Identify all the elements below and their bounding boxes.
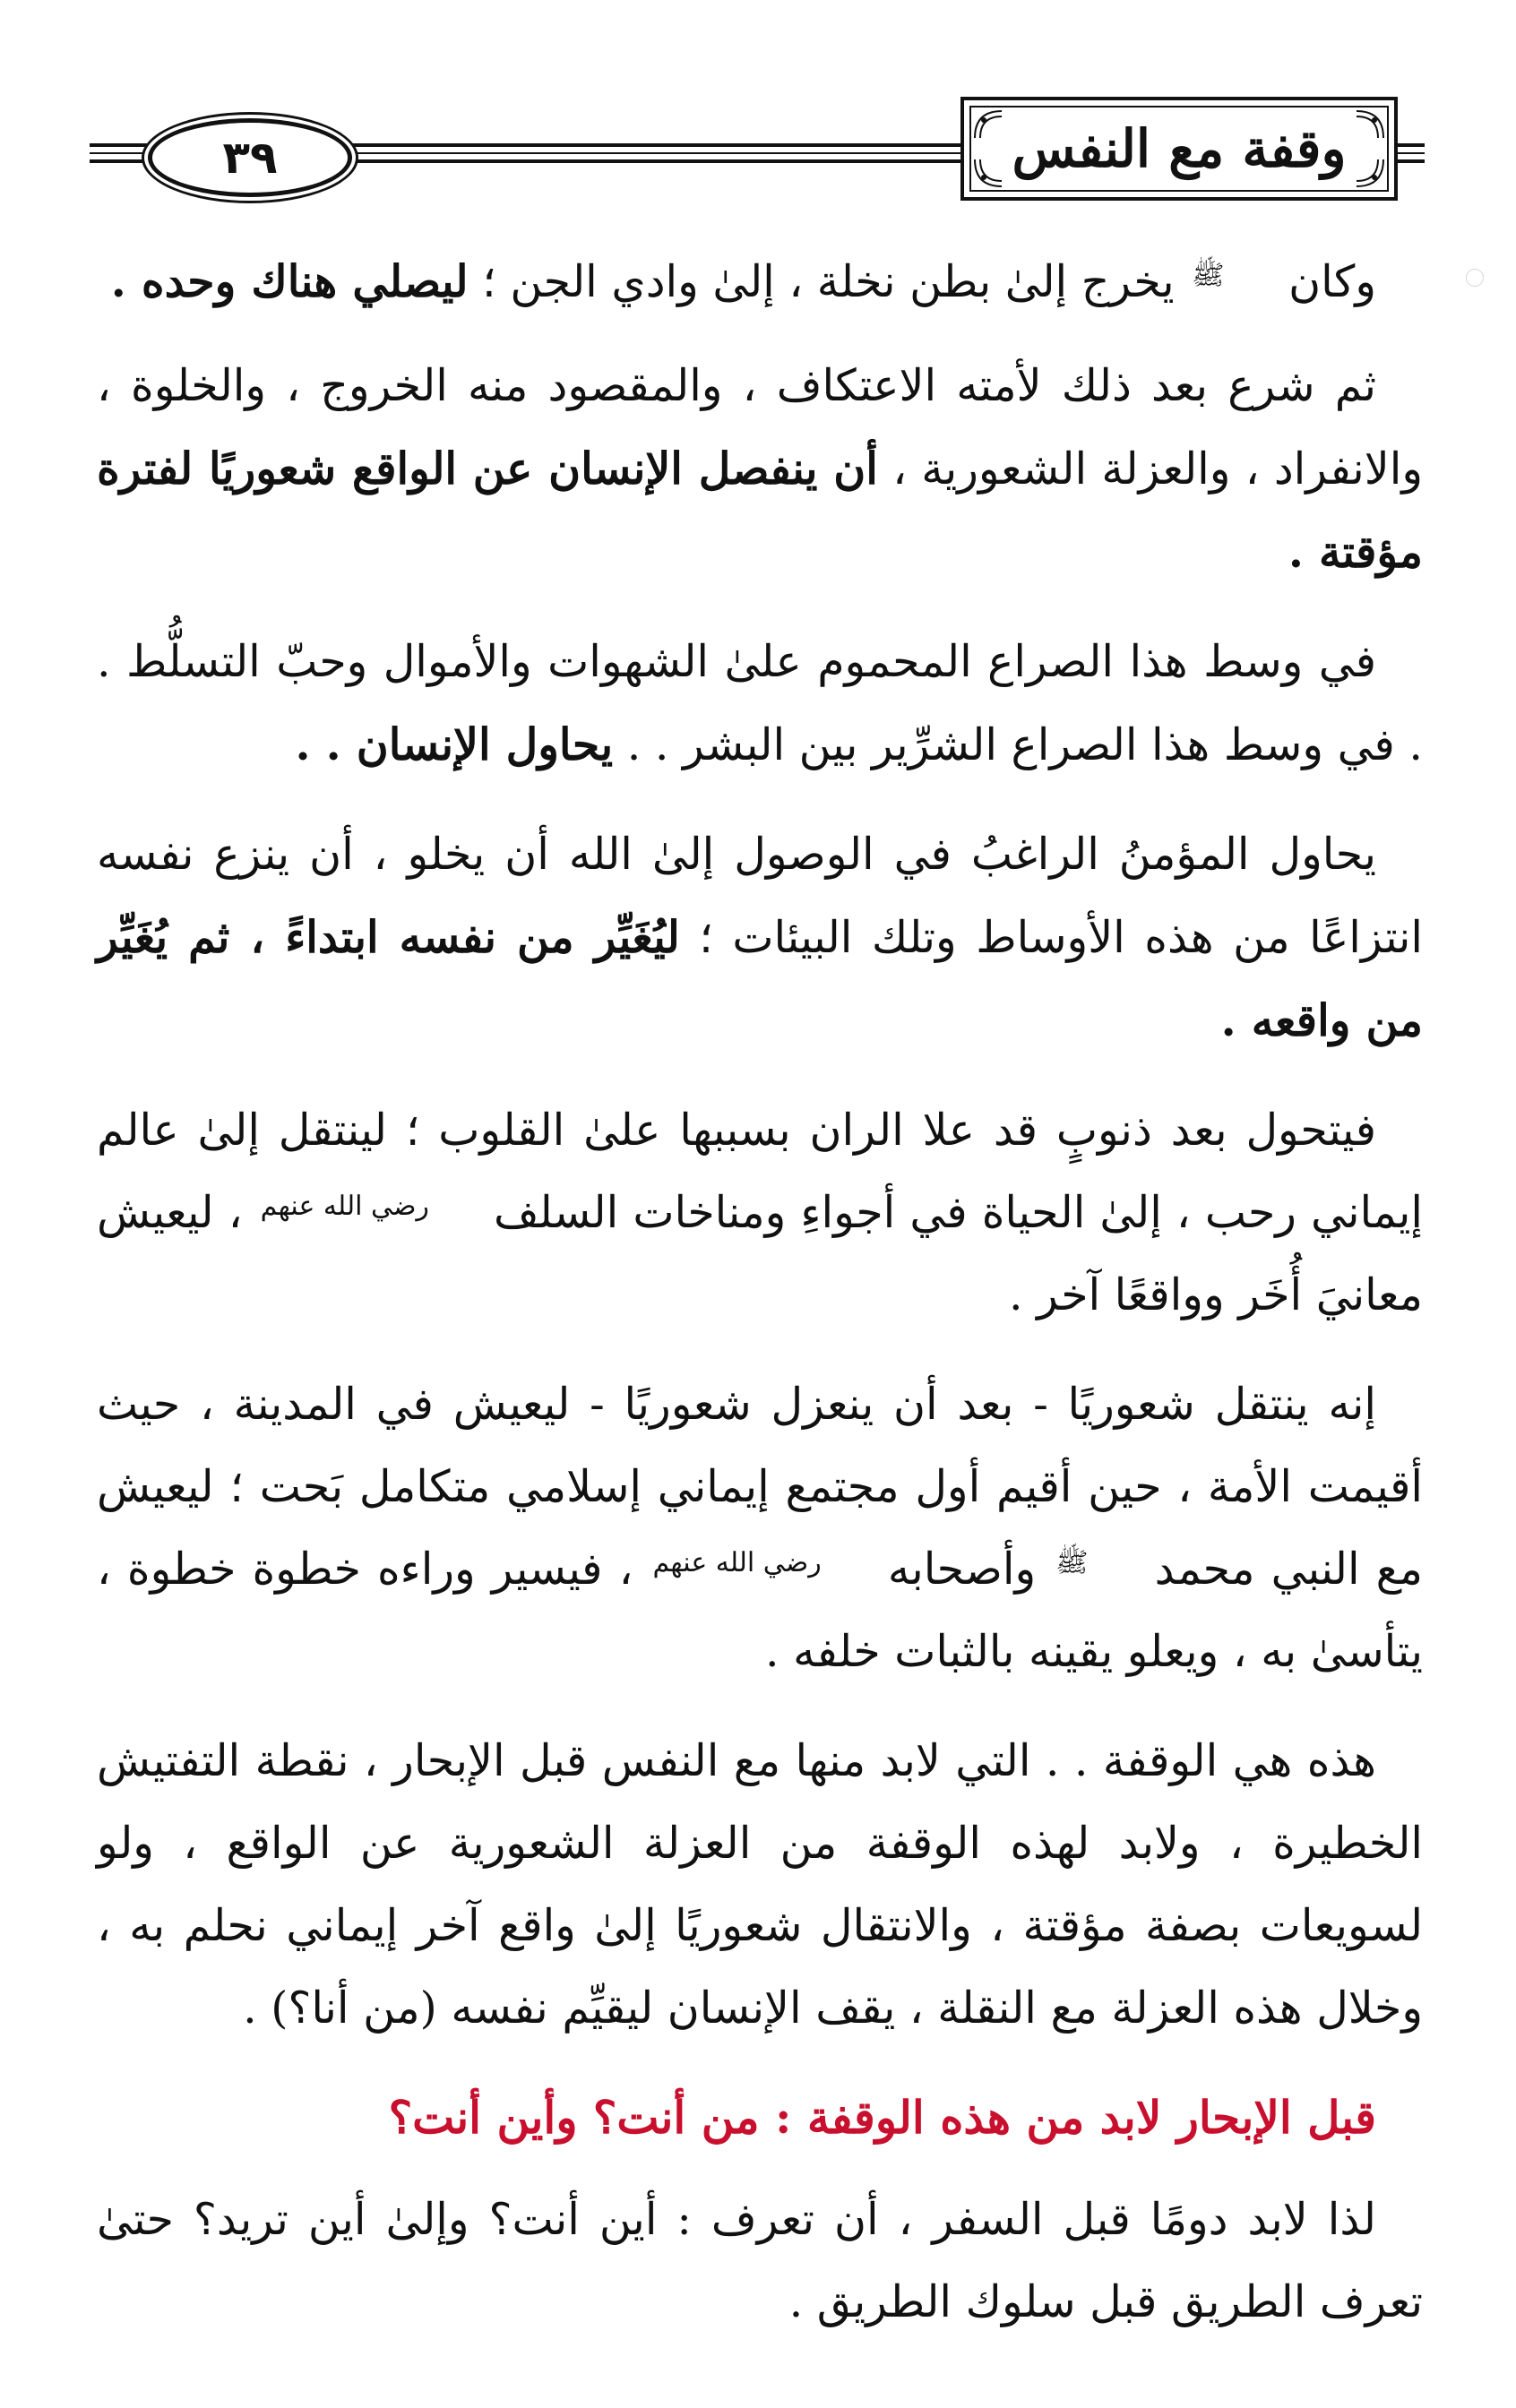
body-paragraph xyxy=(97,1089,1423,1337)
paragraph-text: يخرج إلىٰ بطن نخلة ، إلىٰ وادي الجن ؛ xyxy=(468,256,1189,307)
paragraph-text: يحاول المؤمنُ الراغبُ في الوصول إلىٰ الله أن يخلو ، أن ينزع نفسه انتزاعًا من هذه الأوساط وتلك البيئات ؛ xyxy=(97,829,1423,963)
paragraph-text: فيتحول بعد ذنوبٍ قد علا الران بسببها علىٰ القلوب ؛ لينتقل إلىٰ عالم إيماني رحب ، إلىٰ الحياة في أجواءِ ومناخات السلف xyxy=(97,1105,1423,1238)
paragraph-text: ثم شرع بعد ذلك لأمته الاعتكاف ، والمقصود منه الخروج ، والخلوة ، والانفراد ، والعزلة الشعورية ، xyxy=(97,360,1423,494)
margin-mark xyxy=(1466,269,1484,287)
honorific-glyph: رضي الله عنهم xyxy=(652,1547,822,1578)
section-heading: قبل الإبحار لابد من هذه الوقفة : من أنت؟ وأين أنت؟ xyxy=(388,2091,1376,2144)
body-paragraph xyxy=(97,240,1423,323)
ornament-corner-icon xyxy=(973,158,1003,188)
paragraph-text: ، فيسير وراءه خطوة خطوة ، يتأسىٰ به ، ويعلو يقينه بالثبات خلفه . xyxy=(97,1544,1423,1677)
body-paragraph xyxy=(97,1720,1423,2050)
honorific-glyph: ﷺ xyxy=(1055,1547,1089,1578)
ornament-corner-icon xyxy=(1355,109,1385,140)
ornament-corner-icon xyxy=(1355,158,1385,188)
emphasized-text: ليصلي هناك وحده . xyxy=(110,255,469,307)
ornament-corner-icon xyxy=(973,109,1003,140)
emphasized-text: يحاول الإنسان . . xyxy=(295,718,614,770)
body-paragraph xyxy=(97,1363,1423,1693)
body-paragraph xyxy=(97,813,1423,1062)
paragraph-text: هذه هي الوقفة . . التي لابد منها مع النفس قبل الإبحار ، نقطة التفتيش الخطيرة ، ولابد لهذه الوقفة من العزلة الشعورية عن الواقع ، ولو لسويعات بصفة مؤقتة ، والانتقال شعوريًا إلىٰ واقع آخر إيماني نحلم به ، وخلال هذه العزلة مع النقلة ، يقف الإنسان ليقيِّم نفسه (من أنا؟) . xyxy=(97,1735,1423,2034)
body-paragraph xyxy=(97,621,1423,787)
paragraph-text: في وسط هذا الصراع المحموم علىٰ الشهوات والأموال وحبّ التسلُّط . . في وسط هذا الصراع الشرِّير بين البشر . . xyxy=(97,636,1423,770)
emphasized-text: ليُغَيِّر من نفسه ابتداءً ، ثم يُغَيِّر من واقعه . xyxy=(97,911,1423,1046)
honorific-glyph: رضي الله عنهم xyxy=(260,1191,429,1222)
paragraphs xyxy=(97,240,1423,2050)
running-title-box xyxy=(960,97,1398,201)
paragraph-text: إنه ينتقل شعوريًا - بعد أن ينعزل شعوريًا - ليعيش في المدينة ، حيث أقيمت الأمة ، حين أقيم أول مجتمع إيماني إسلامي متكامل بَحت ؛ ليعيش مع النبي محمد xyxy=(97,1379,1423,1595)
honorific-glyph: ﷺ xyxy=(1192,260,1225,291)
body-paragraph xyxy=(97,345,1423,594)
paragraph-text: وأصحابه xyxy=(871,1544,1053,1595)
paragraph-text: ، ليعيش معانيَ أُخَر وواقعًا آخر . xyxy=(97,1187,1423,1320)
closing-paragraph: لذا لابد دومًا قبل السفر ، أن تعرف : أين أنت؟ وإلىٰ أين تريد؟ حتىٰ تعرف الطريق قبل سلوك الطريق . xyxy=(97,2194,1423,2327)
paragraph-text: وكان xyxy=(1274,256,1376,307)
emphasized-text: أن ينفصل الإنسان عن الواقع شعوريًا لفترة مؤقتة . xyxy=(97,443,1423,578)
page-content xyxy=(97,240,1423,2370)
page-header xyxy=(90,97,1425,204)
page-number-oval xyxy=(148,118,352,197)
page-number: ٣٩ xyxy=(222,132,278,184)
running-title: وقفة مع النفس xyxy=(1012,118,1347,179)
